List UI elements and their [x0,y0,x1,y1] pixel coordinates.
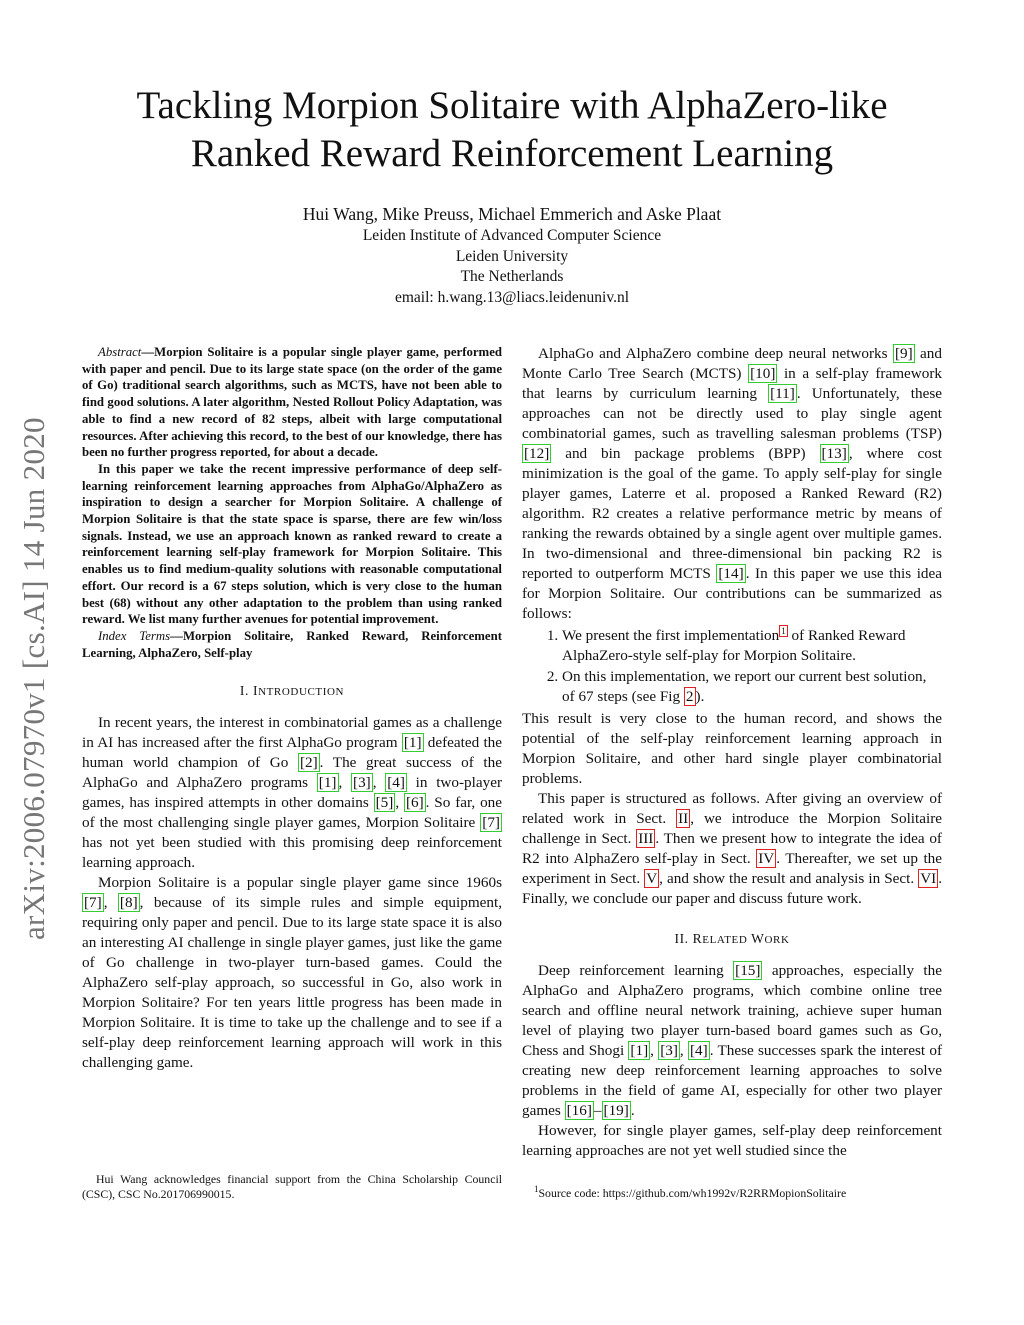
title-line-2: Ranked Reward Reinforcement Learning [190,132,834,175]
citation-link[interactable]: [1] [403,734,422,752]
right-column [522,344,942,1161]
citation-link[interactable]: [9] [894,345,913,362]
section-link[interactable]: VI [920,870,937,887]
citation-link[interactable]: [16] [566,1102,592,1119]
section-link[interactable]: III [638,830,654,847]
citation-link[interactable]: [14] [718,565,744,582]
section-heading-related-work: II. RELATED WORK [674,931,790,946]
section-link[interactable]: IV [758,850,775,867]
abstract-label: Abstract [98,345,142,359]
citation-link[interactable]: [7] [482,814,500,832]
related-paragraph-2: However, for single player games, self-play deep reinforcement learning approaches are not yet well studied since the [522,1122,942,1159]
footnote-mark: 1 [534,1184,539,1195]
right-paragraph-3: This paper is structured as follows. After giving an overview of related work in Sect. II , we introduce the Morpion Solitaire challenge in Sect. III . Then we present how to integrate the idea of R2 into AlphaZero self-play in Sect. IV . Thereafter, we set up the experiment in Sect. V , and show the result and analysis in Sect. VI . Finally, we conclude our paper and discuss future work. [522,790,943,907]
section-link[interactable]: II [678,810,689,827]
list-item: 2. On this implementation, we report our current best solution, of 67 steps (see Fig 2 ). [562,667,942,707]
title-line-1: Tackling Morpion Solitaire with AlphaZero-like [136,84,888,127]
right-paragraph-2: This result is very close to the human record, and shows the potential of the self-play reinforcement learning approach in Morpion Solitaire, and other hard single player combinatorial problems. [522,710,942,787]
intro-paragraph-1: In recent years, the interest in combinatorial games as a challenge in AI has increased after the first AlphaGo program [1] defeated the human world champion of Go [2] . The great success of the AlphaGo and AlphaZero programs [1] , [3] , [4] in two-player games, has inspired attempts in other domains [5] , [6] . So far, one of the most challenging single player games, Morpion Solitaire [7] has not yet been studied with this promising deep reinforcement learning approach. [82,714,503,872]
source-code-footnote: $^1$Source code: https://github.com/wh1992v/R2RRMopionSolitaire [534,1184,847,1200]
section-link[interactable]: V [646,870,658,887]
affiliation-country: The Netherlands [460,268,564,285]
citation-link[interactable]: [6] [405,794,424,812]
citation-link[interactable]: [13] [821,445,847,462]
author-names: Hui Wang, Mike Preuss, Michael Emmerich and Aske Plaat [302,204,722,224]
citation-link[interactable]: [5] [375,794,394,812]
citation-link[interactable]: [19] [603,1102,629,1119]
citation-link[interactable]: [4] [387,774,405,792]
citation-link[interactable]: [15] [735,962,761,979]
contributions-list [522,626,942,707]
figure-link[interactable]: 2 [685,688,694,705]
abstract-paragraph-1: Abstract—Morpion Solitaire is a popular single player game, performed with paper and pencil. Due to its large state space (on the order of the game of Go) traditional search algorithms, such as MCTS, have not been able to find good solutions. A later algorithm, Nested Rollout Policy Adaptation, was able to find a new record of 82 steps, albeit with large computational resources. After achieving this record, to the best of our knowledge, there has been no further progress reported, for about a decade. [82,345,502,460]
citation-link[interactable]: [12] [524,445,550,462]
citation-link[interactable]: [4] [689,1042,708,1059]
author-block [60,202,964,308]
related-paragraph-1: Deep reinforcement learning [15] approaches, especially the AlphaGo and AlphaZero programs, which combine online tree search and offline neural network training, achieve super human level of playing two player turn-based board games such as Go, Chess and Shogi [1] , [3] , [4] . These successes spark the interest of creating new deep reinforcement learning approaches to solve problems in the field of game AI, especially for other two player games [16] – [19] . [522,962,943,1119]
right-paragraph-1: AlphaGo and AlphaZero combine deep neural networks [9] and Monte Carlo Tree Search (MCTS) [10] in a self-play framework that learns by curriculum learning [11] . Unfortunately, these approaches can not be directly used to play single agent combinatorial games, such as travelling salesman problems (TSP) [12] and bin package problems (BPP) [13] , where cost minimization is the goal of the game. To apply self-play for single player games, Laterre et al. proposed a Ranked Reward (R2) algorithm. R2 creates a relative performance metric by means of ranking the rewards obtained by a single agent over multiple games. In two-dimensional and three-dimensional bin packing R2 is reported to outperform MCTS [14] . In this paper we use this idea for Morpion Solitaire. Our contributions can be summarized as follows: [522,345,943,622]
citation-link[interactable]: [8] [119,894,138,912]
citation-link[interactable]: [2] [299,754,318,772]
citation-link[interactable]: [1] [318,774,337,792]
affiliation-university: Leiden University [455,247,569,265]
footnote-link[interactable]: 1 [781,625,786,636]
author-email: email: h.wang.13@liacs.leidenuniv.nl [394,288,630,306]
list-item: 1. We present the first implementation $^1$ of Ranked Reward AlphaZero-style self-play for Morpion Solitaire. [562,626,942,666]
index-terms: Index Terms—Morpion Solitaire, Ranked Reward, Reinforcement Learning, AlphaZero, Self-play [82,628,502,660]
left-column [82,344,502,1073]
paper-title [60,82,964,178]
affiliation-institute: Leiden Institute of Advanced Computer Science [362,227,662,244]
citation-link[interactable]: [10] [750,365,776,382]
citation-link[interactable]: [1] [630,1042,649,1059]
arxiv-identifier: arXiv:2006.07970v1 [cs.AI] 14 Jun 2020 [16,417,51,940]
section-heading-introduction: I. INTRODUCTION [239,683,345,699]
index-terms-label: Index Terms [98,628,171,643]
citation-link[interactable]: [7] [84,894,102,912]
citation-link[interactable]: [11] [770,385,795,402]
funding-footnote: Hui Wang acknowledges financial support from the China Scholarship Council (CSC), CSC No.201706990015. [82,1172,502,1201]
citation-link[interactable]: [3] [353,774,371,792]
abstract-paragraph-2: In this paper we take the recent impressive performance of deep self-learning reinforcement learning approaches from AlphaGo/AlphaZero as inspiration to design a searcher for Morpion Solitaire. A challenge of Morpion Solitaire is that the state space is sparse, there are few win/loss signals. Instead, we use an approach known as ranked reward to create a reinforcement learning self-play framework for Morpion Solitaire. This enables us to find medium-quality solutions with reasonable computational effort. Our record is a 67 steps solution, which is very close to the human best (68) without any other adaptation to the problem than using ranked reward. We list many further avenues for potential improvement. [82,461,502,627]
intro-paragraph-2: Morpion Solitaire is a popular single player game since 1960s [7] , [8] , because of its simple rules and simple equipment, requiring only paper and pencil. Due to its large state space it is also an interesting AI challenge in single player games, just like the game of Go challenge in two-player turn-based games. Could the AlphaZero self-play approach, so successful in Go, also work in Morpion Solitaire? For ten years little progress has been made in Morpion Solitaire. It is time to take up the challenge and to see if a self-play deep reinforcement learning approach will work in this challenging game. [82,874,503,1072]
citation-link[interactable]: [3] [660,1042,678,1059]
